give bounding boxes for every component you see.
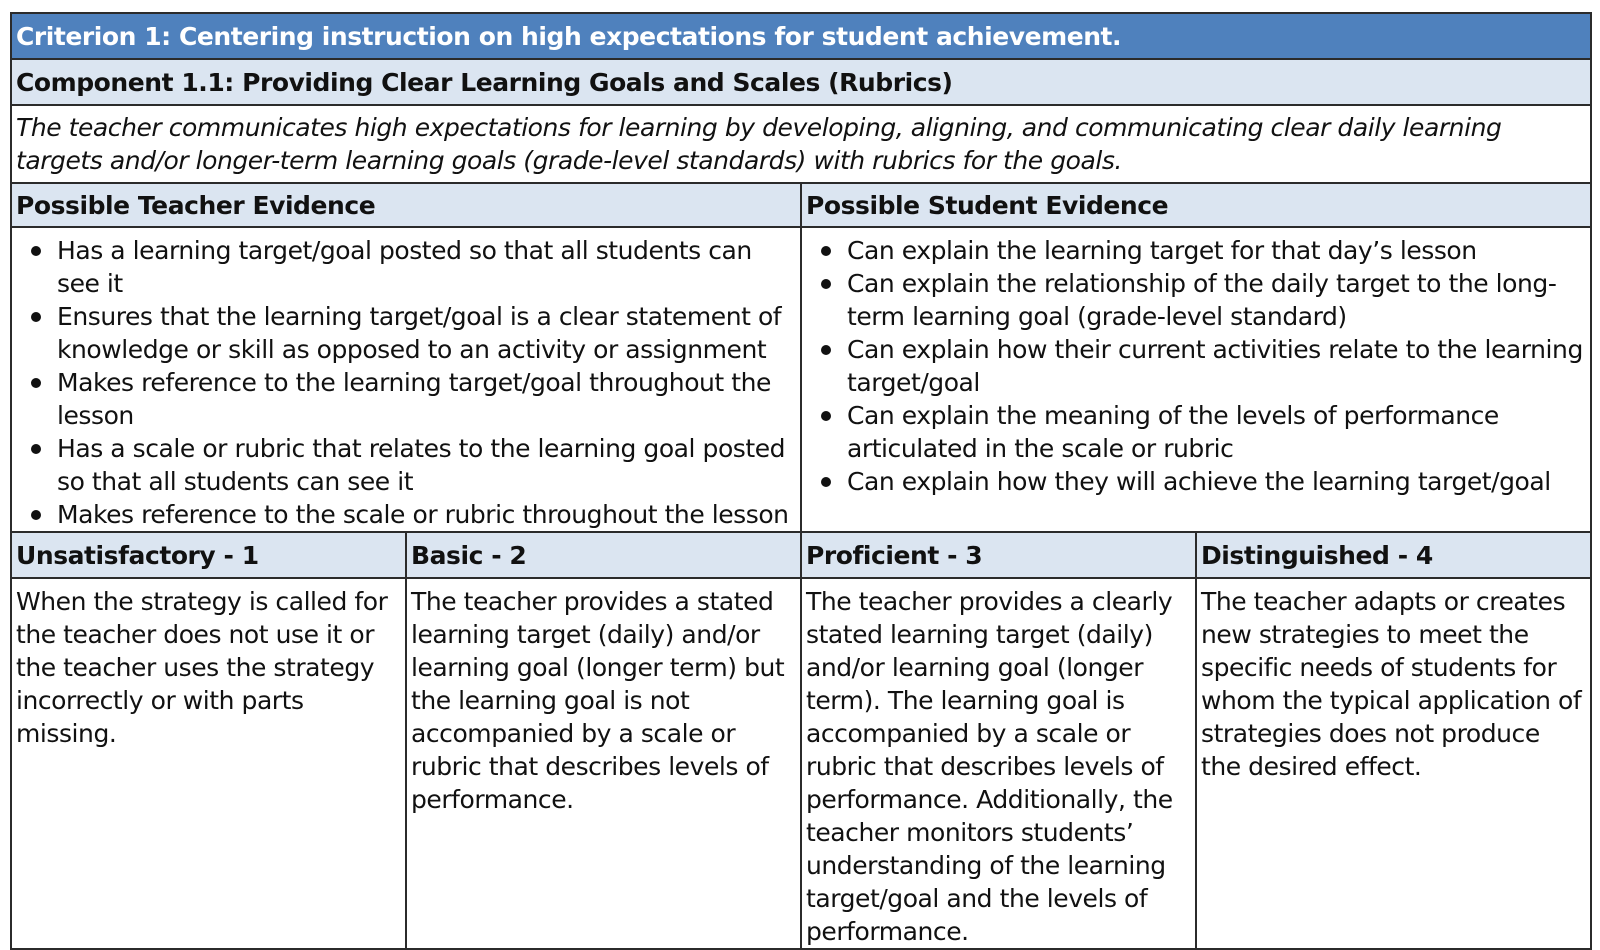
- level-heading-unsatisfactory: Unsatisfactory - 1: [11, 532, 406, 578]
- level-heading-distinguished: Distinguished - 4: [1196, 532, 1591, 578]
- description-row: [11, 105, 1591, 183]
- rubric-table: [10, 12, 1592, 950]
- student-evidence-item: Can explain the meaning of the levels of performance articulated in the scale or rubric: [806, 399, 1586, 465]
- student-evidence-heading: Possible Student Evidence: [801, 183, 1591, 227]
- teacher-evidence-heading: Possible Teacher Evidence: [11, 183, 801, 227]
- student-evidence-cell: [801, 227, 1591, 532]
- criterion-row: [11, 13, 1591, 59]
- teacher-evidence-item: Has a learning target/goal posted so that all students can see it: [16, 234, 796, 300]
- student-evidence-item: Can explain the relationship of the daily target to the long-term learning goal (grade-level standard): [806, 267, 1586, 333]
- student-evidence-item: Can explain how their current activities relate to the learning target/goal: [806, 333, 1586, 399]
- level-description-proficient: The teacher provides a clearly stated learning target (daily) and/or learning goal (longer term). The learning goal is accompanied by a scale or rubric that describes levels of performance. Additionally, the teacher monitors students’ understanding of the learning target/goal and the levels of performance.: [806, 587, 1173, 946]
- student-evidence-item: Can explain the learning target for that day’s lesson: [806, 234, 1586, 267]
- level-heading-proficient: Proficient - 3: [801, 532, 1196, 578]
- student-evidence-item: Can explain how they will achieve the learning target/goal: [806, 465, 1586, 498]
- level-cell-unsatisfactory: [11, 578, 406, 949]
- level-description-basic: The teacher provides a stated learning target (daily) and/or learning goal (longer term) but the learning goal is not accompanied by a scale or rubric that describes levels of performance.: [411, 587, 785, 814]
- component-title: Component 1.1: Providing Clear Learning Goals and Scales (Rubrics): [11, 59, 1591, 105]
- component-row: [11, 59, 1591, 105]
- level-description-unsatisfactory: When the strategy is called for the teacher does not use it or the teacher uses the strategy incorrectly or with parts missing.: [16, 587, 388, 748]
- level-heading-basic: Basic - 2: [406, 532, 801, 578]
- teacher-evidence-item: Makes reference to the scale or rubric throughout the lesson: [16, 498, 796, 531]
- student-evidence-list: [806, 234, 1586, 498]
- evidence-row: [11, 227, 1591, 532]
- teacher-evidence-cell: [11, 227, 801, 532]
- component-description: The teacher communicates high expectations for learning by developing, aligning, and communicating clear daily learning targets and/or longer-term learning goals (grade-level standards) with rubrics for the goals.: [11, 105, 1591, 183]
- level-cell-basic: [406, 578, 801, 949]
- level-cell-distinguished: [1196, 578, 1591, 949]
- teacher-evidence-item: Has a scale or rubric that relates to the learning goal posted so that all students can see it: [16, 432, 796, 498]
- criterion-title: Criterion 1: Centering instruction on high expectations for student achievement.: [11, 13, 1591, 59]
- performance-level-header-row: [11, 532, 1591, 578]
- performance-level-description-row: [11, 578, 1591, 949]
- teacher-evidence-item: Ensures that the learning target/goal is a clear statement of knowledge or skill as opposed to an activity or assignment: [16, 300, 796, 366]
- teacher-evidence-list: [16, 234, 796, 531]
- level-cell-proficient: [801, 578, 1196, 949]
- teacher-evidence-item: Makes reference to the learning target/goal throughout the lesson: [16, 366, 796, 432]
- evidence-header-row: [11, 183, 1591, 227]
- level-description-distinguished: The teacher adapts or creates new strategies to meet the specific needs of students for whom the typical application of strategies does not produce the desired effect.: [1201, 587, 1582, 781]
